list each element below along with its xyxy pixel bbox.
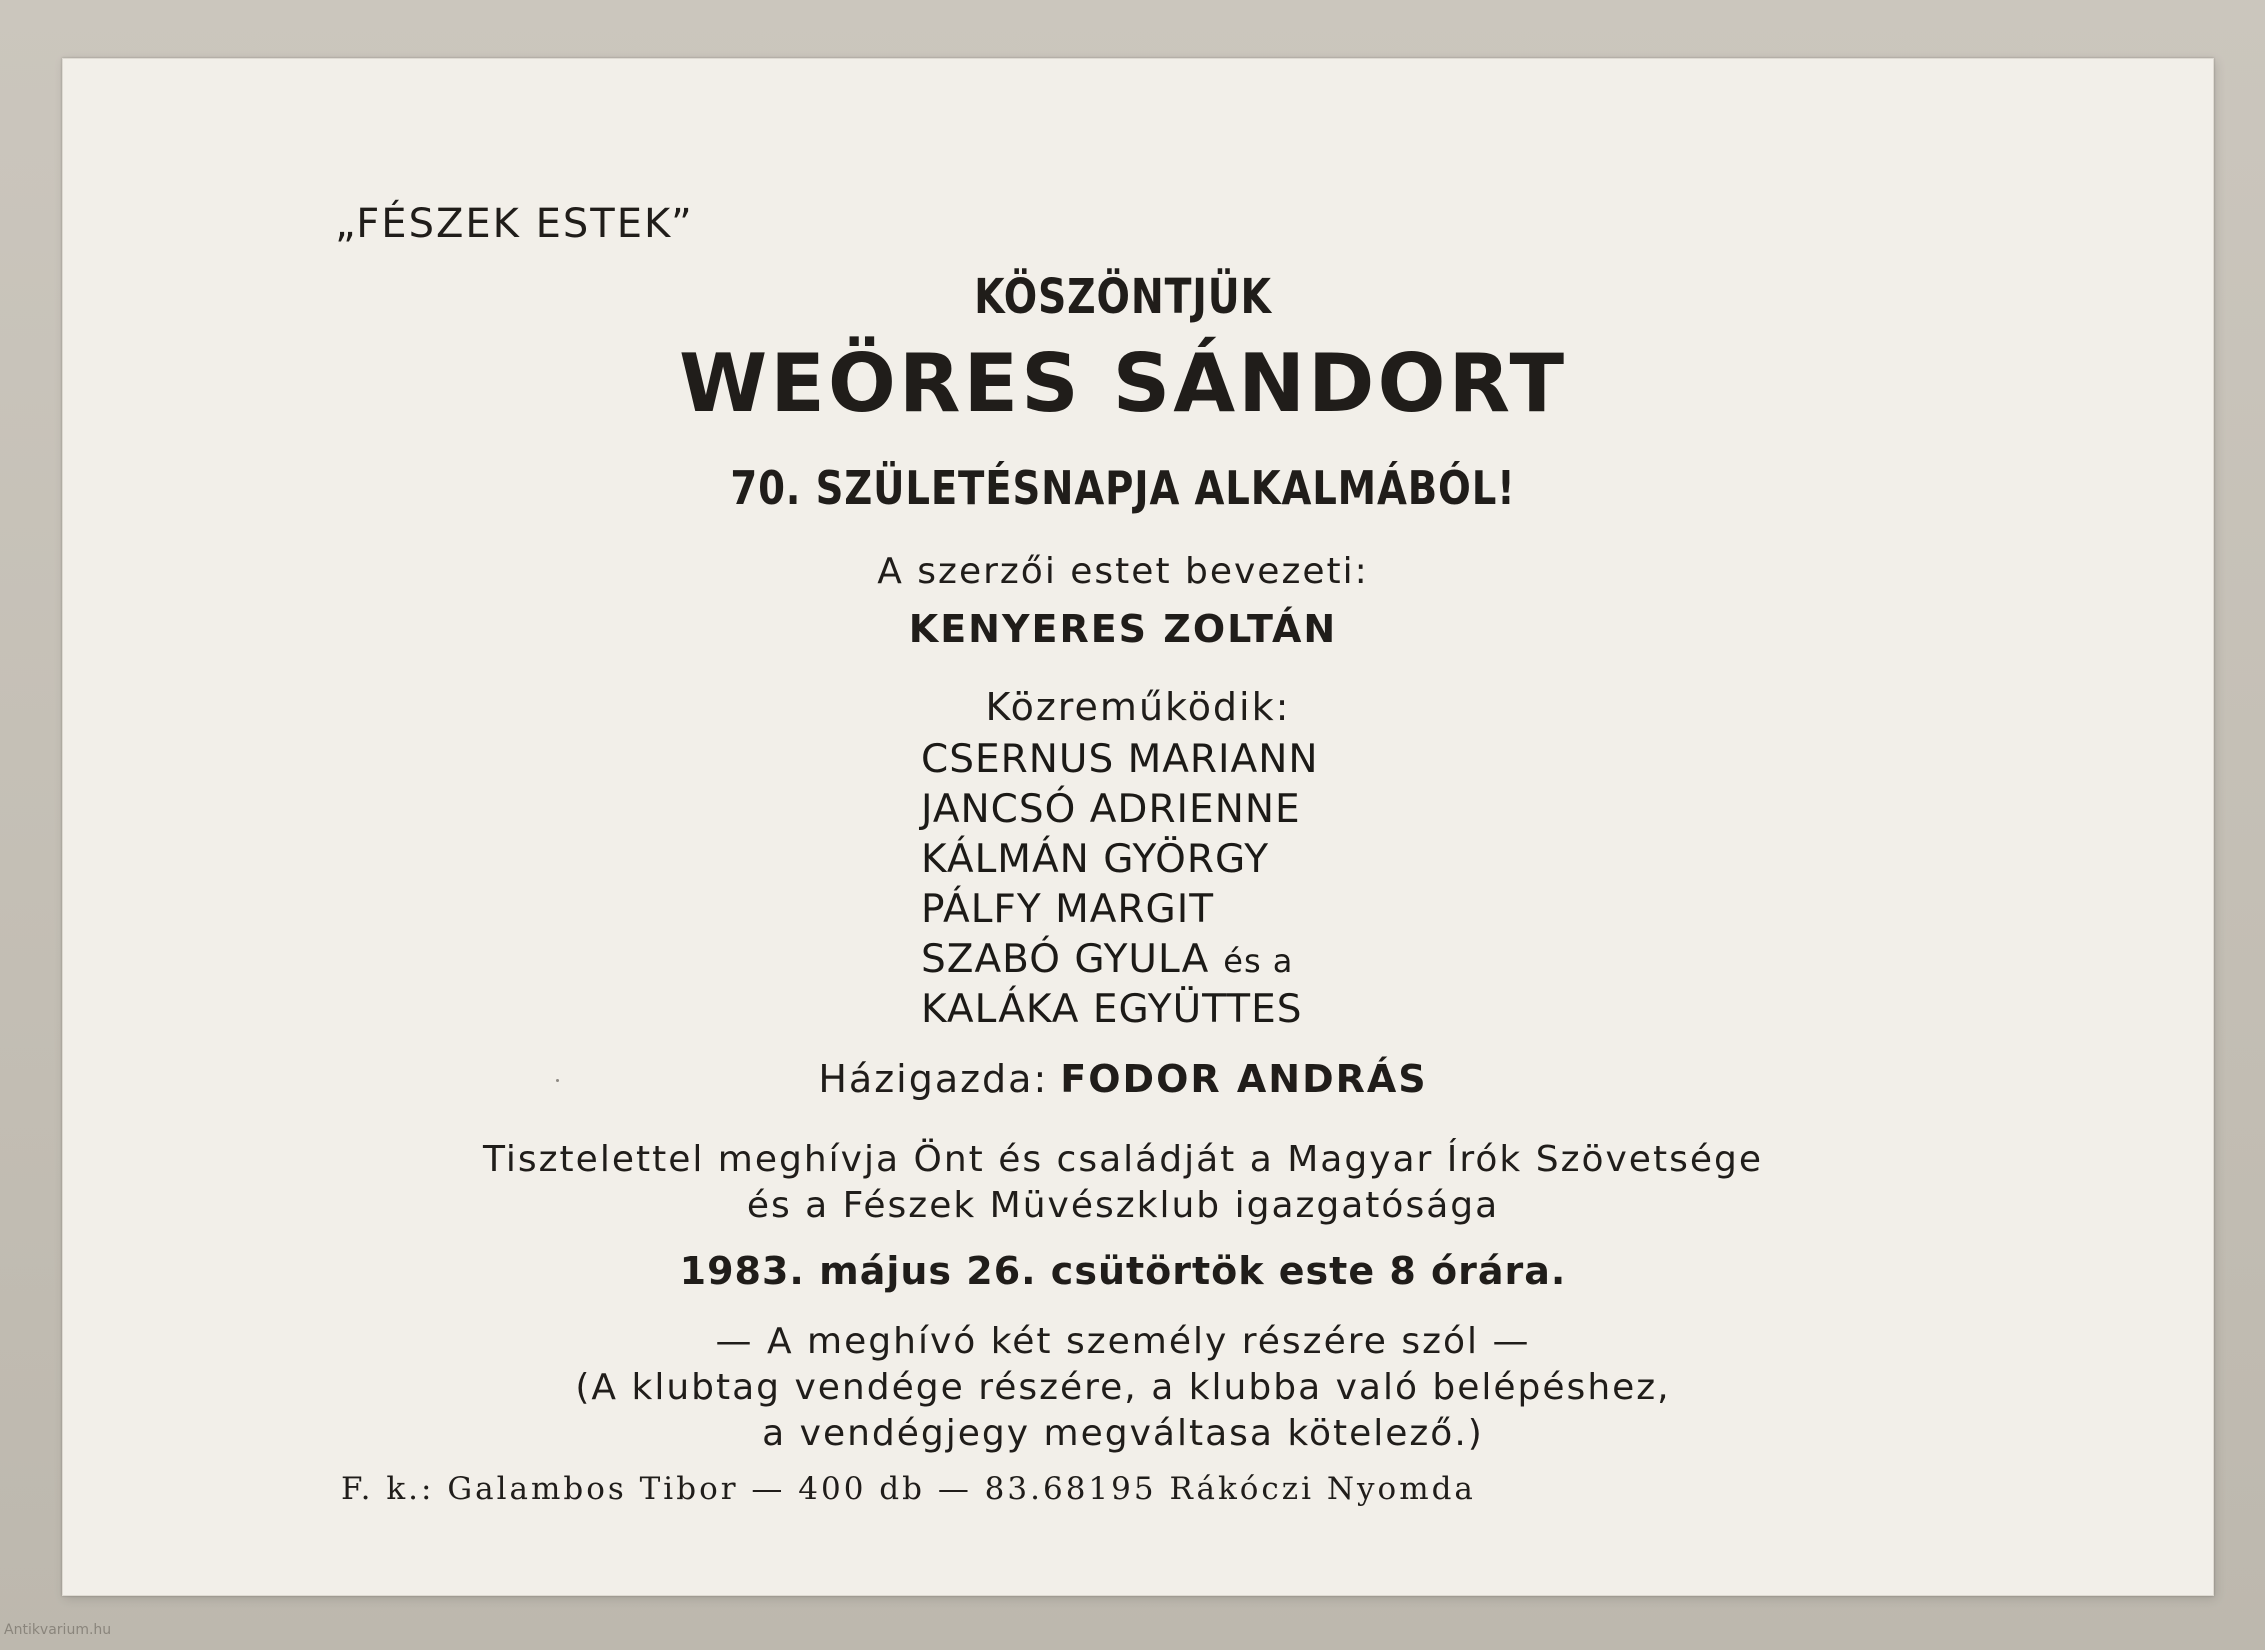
performer-item: JANCSÓ ADRIENNE: [921, 787, 1301, 832]
performers-conjunction: és a: [1223, 942, 1294, 980]
greeting-heading: KÖSZÖNTJÜK: [974, 269, 1272, 325]
performer-item: CSERNUS MARIANN: [921, 737, 1319, 782]
performer-item: KALÁKA EGYÜTTES: [921, 987, 1303, 1032]
performer-item: SZABÓ GYULA és a: [921, 937, 1294, 982]
series-title: „FÉSZEK ESTEK”: [335, 201, 694, 247]
note-line-3: a vendégjegy megváltasa kötelező.): [762, 1413, 1484, 1454]
note-line-1: — A meghívó két személy részére szól —: [715, 1321, 1531, 1362]
watermark-text: Antikvarium.hu: [4, 1622, 112, 1638]
printer-imprint: F. k.: Galambos Tibor — 400 db — 83.68195 Rákóczi Nyomda: [341, 1471, 1476, 1507]
host-label: Házigazda:: [818, 1057, 1049, 1101]
invitation-card: [62, 58, 2214, 1596]
invitation-text-line-2: és a Fészek Müvészklub igazgatósága: [746, 1185, 1500, 1226]
occasion-heading: 70. SZÜLETÉSNAPJA ALKALMÁBÓL!: [730, 461, 1516, 515]
introducer-name: KENYERES ZOLTÁN: [908, 607, 1338, 651]
host-line: [63, 1057, 2183, 1101]
introducer-label: A szerzői estet bevezeti:: [877, 551, 1369, 592]
event-datetime: 1983. május 26. csütörtök este 8 órára.: [679, 1249, 1567, 1293]
note-line-2: (A klubtag vendége részére, a klubba való belépéshez,: [575, 1367, 1671, 1408]
performer-item: KÁLMÁN GYÖRGY: [921, 837, 1270, 882]
performers-list: [921, 735, 1319, 1035]
honoree-name: WEÖRES SÁNDORT: [678, 337, 1568, 430]
invitation-text-line-1: Tisztelettel meghívja Önt és családját a Magyar Írók Szövetsége: [483, 1139, 1763, 1180]
paper-speck: [556, 1079, 559, 1082]
host-name: FODOR ANDRÁS: [1060, 1057, 1428, 1101]
performers-label: Közreműködik:: [985, 685, 1291, 729]
performer-item: PÁLFY MARGIT: [921, 887, 1215, 932]
